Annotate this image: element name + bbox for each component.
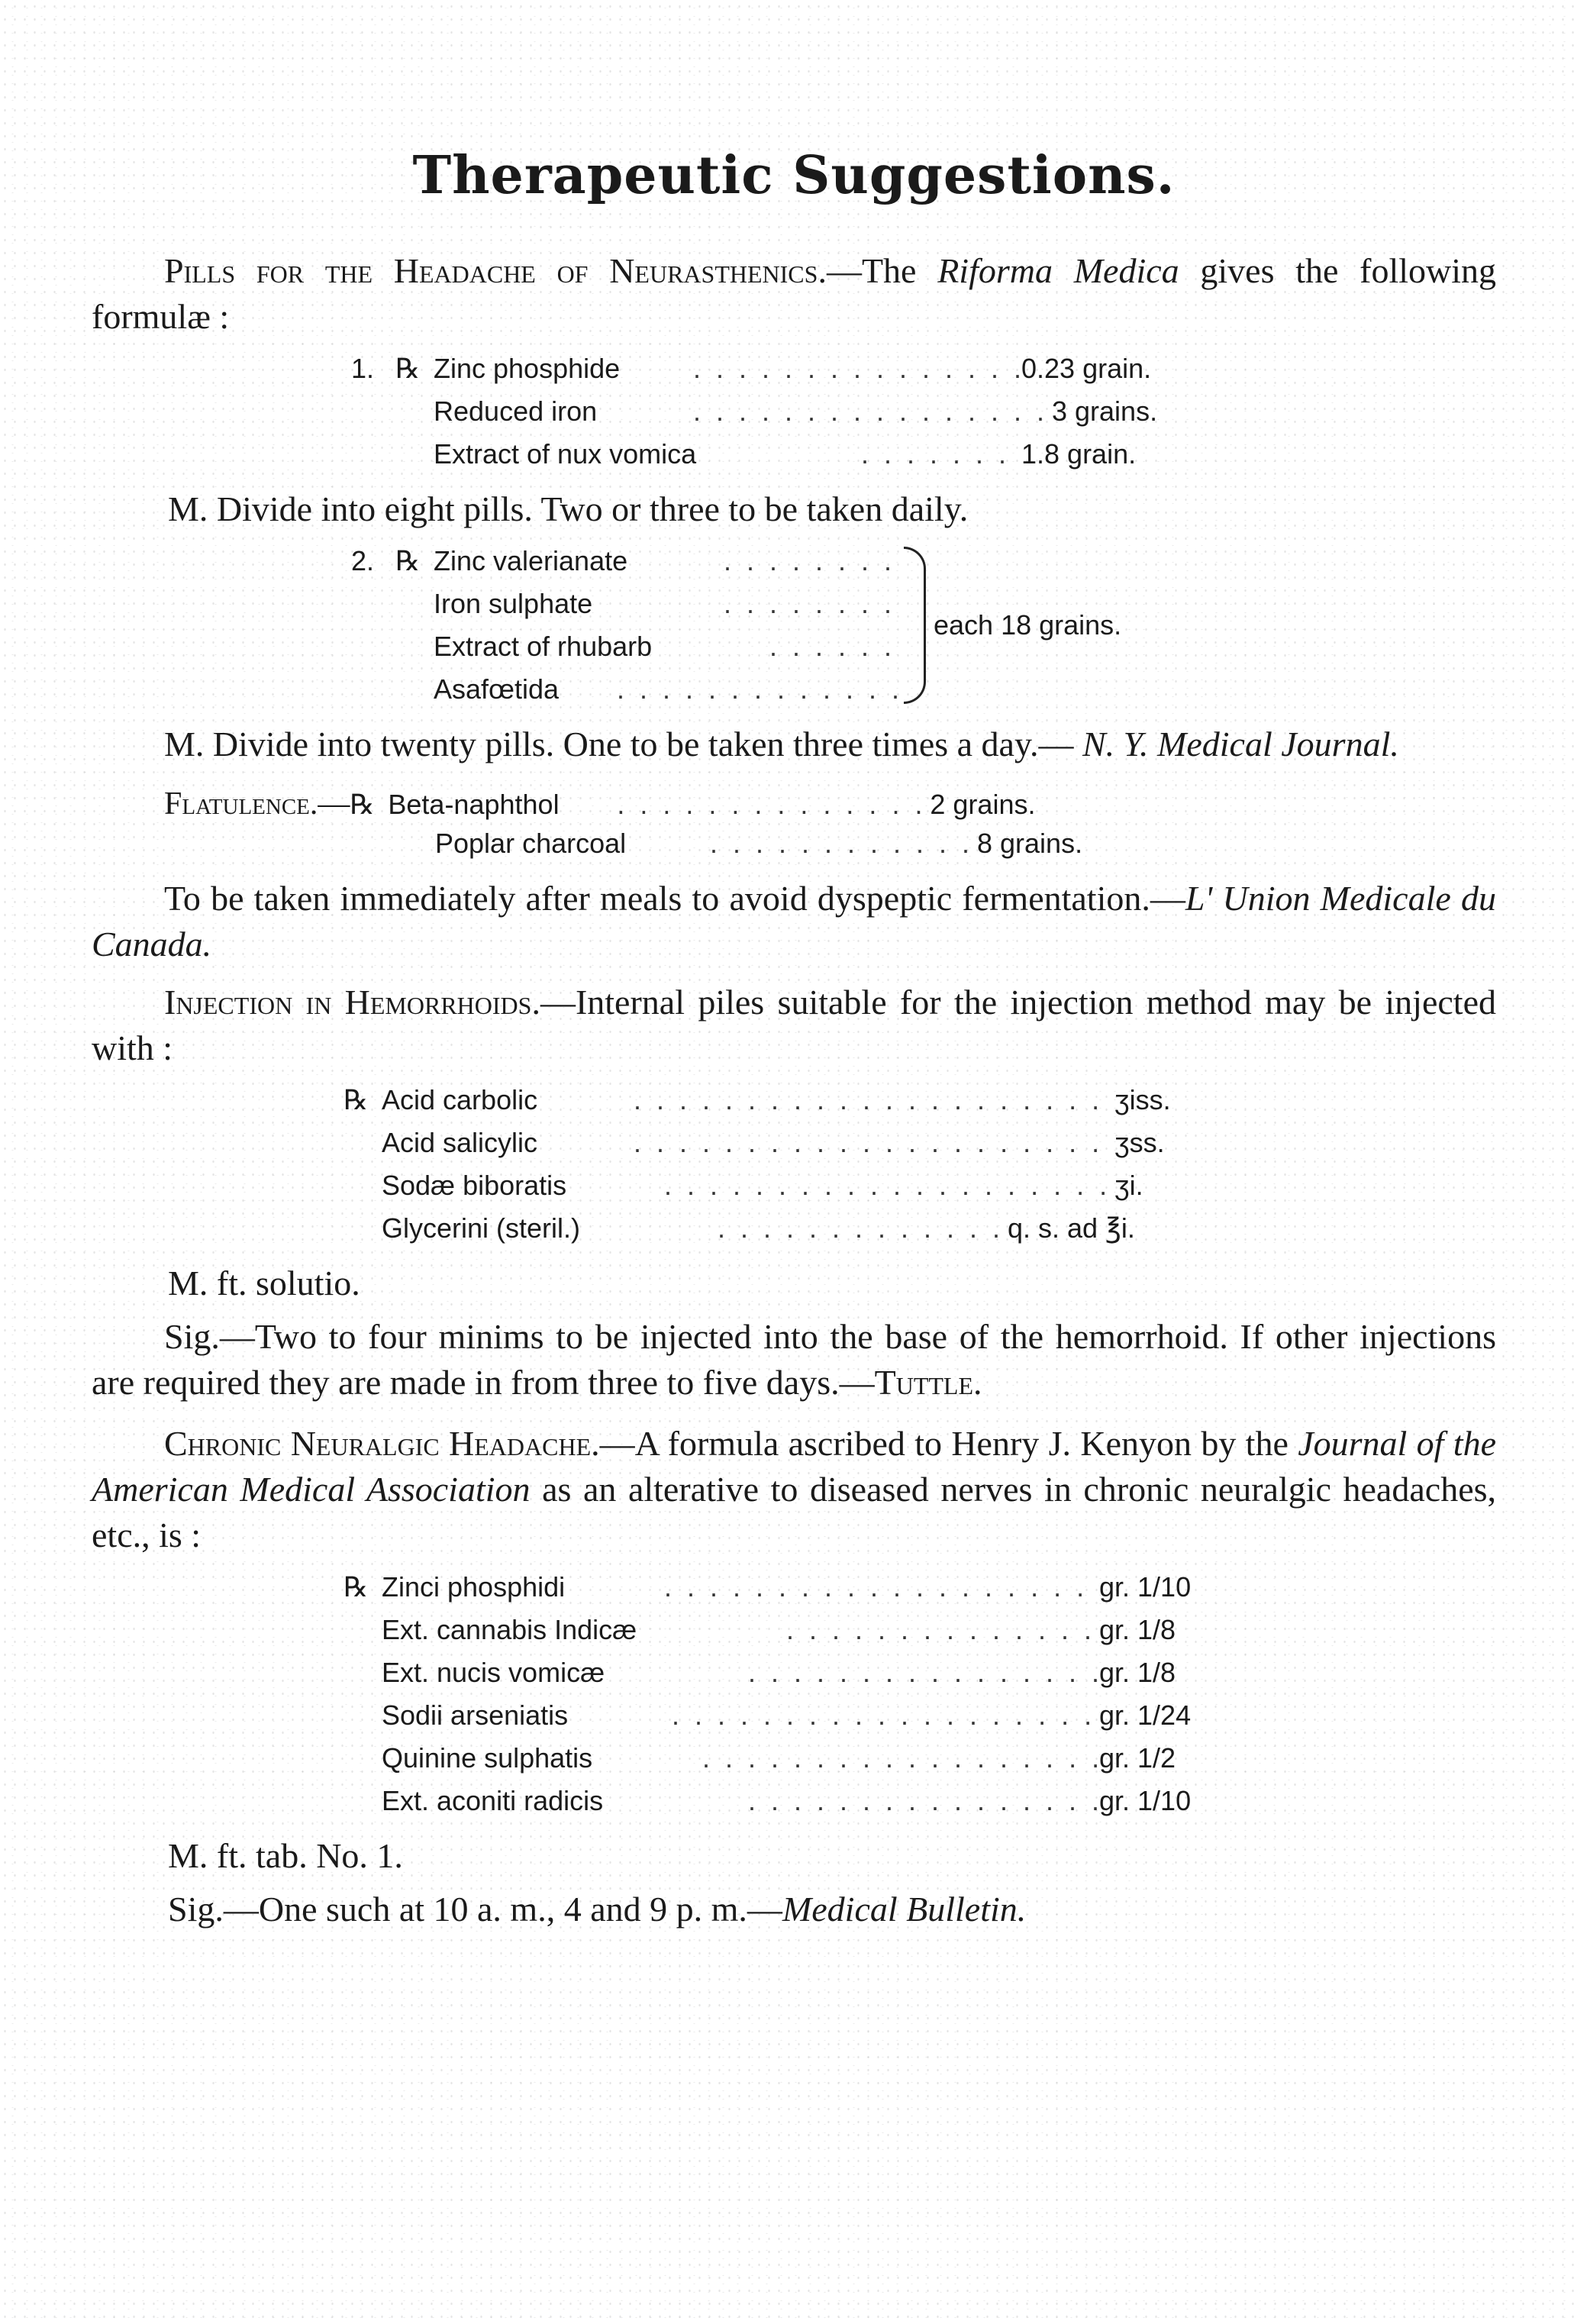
ingredient-qty: q. s. ad ℥i. [1008,1212,1135,1244]
leader-dots [664,1164,1114,1207]
ingredient-qty: gr. 1/2 [1099,1742,1176,1774]
leader-dots [693,390,1052,433]
flatulence-instruction [92,876,1496,967]
ingredient-qty: 0.23 grain. [1021,353,1152,384]
page-title: Therapeutic Suggestions. [412,145,1176,206]
page-content [92,145,1496,1940]
ingredient-qty: ʒi. [1114,1170,1143,1201]
recipe-symbol: ℞ [344,1084,369,1115]
ingredient-name: Ext. aconiti radicis [382,1785,604,1816]
brace-bracket [904,547,926,704]
rx-number: 2. [350,545,374,576]
leader-dots [617,783,930,826]
neuralgic-signa [168,1887,1496,1932]
ingredient-name: Iron sulphate [434,588,593,619]
leader-dots [693,347,1021,390]
intro-text-cont: as an alterative to diseased nerves in chronic neuralgic headaches, etc., is : [92,1470,1497,1554]
section-heading: Flatulence. [164,786,318,821]
hemorrhoids-signa [92,1314,1496,1406]
leader-dots [724,583,899,625]
ingredient-qty: gr. 1/8 [1099,1614,1176,1645]
rx-items [344,540,899,711]
ingredient-name: Beta-naphthol [388,789,560,820]
ingredient-qty: gr. 1/8 [1099,1657,1176,1688]
ingredient-name: Reduced iron [434,395,598,427]
prescription-hemorrhoids [344,1079,1496,1250]
intro-text: —Internal piles suitable for the injection method may be injected with : [92,983,1496,1067]
signa-text: Sig.—One such at 10 a. m., 4 and 9 p. m.— [168,1890,782,1929]
ingredient-name: Zinc phosphide [434,353,621,384]
ingredient-name: Zinci phosphidi [382,1571,566,1603]
source-union-medicale: L' Union Medicale du Canada. [92,879,1496,963]
rx-row [344,625,899,668]
ingredient-qty: 1.8 grain. [1021,438,1137,470]
mix-instruction-3: M. ft. solutio. [168,1264,360,1302]
prescription-neuralgic [344,1566,1496,1822]
mix-text: M. Divide into twenty pills. One to be taken three times a day.— [164,725,1074,763]
heading-dash: — [318,786,350,821]
ingredient-name: Glycerini (steril.) [382,1212,581,1244]
rx-row [344,668,899,711]
prescription-flatulence-cont [397,822,1496,865]
leader-dots [861,433,1021,476]
section-flatulence [164,781,1496,827]
leader-dots [664,1566,1099,1609]
ingredient-name: Sodæ biboratis [382,1170,567,1201]
prescription-1 [344,347,1496,476]
leader-dots [634,1122,1114,1164]
ingredient-name: Extract of nux vomica [434,438,697,470]
section-heading: Pills for the Headache of Neurasthenics. [164,251,827,290]
leader-dots [748,1780,1099,1822]
rx-row [344,1651,1496,1694]
rx-row [344,433,1496,476]
rx-row [344,1780,1496,1822]
source-ny-medical-journal: N. Y. Medical Journal. [1082,725,1399,763]
leader-dots [786,1609,1099,1651]
mix-instruction-4: M. ft. tab. No. 1. [168,1836,403,1875]
instruction-text: To be taken immediately after meals to avoid dyspeptic fermentation.— [164,879,1185,918]
intro-text: —A formula ascribed to Henry J. Kenyon by the [599,1424,1298,1463]
source-medical-bulletin: Medical Bulletin. [782,1890,1027,1929]
rx-row [344,1079,1496,1122]
mix-instruction-2 [92,721,1496,767]
each-quantity: each 18 grains. [934,609,1122,641]
ingredient-name: Asafœtida [434,673,560,705]
rx-row [344,1122,1496,1164]
ingredient-qty: gr. 1/10 [1099,1785,1192,1816]
prescription-2 [344,540,1496,711]
rx-row [350,783,1035,826]
leader-dots [617,668,899,711]
recipe-symbol: ℞ [350,789,375,820]
rx-row [344,1207,1496,1250]
leader-dots [769,625,899,668]
rx-row [344,390,1496,433]
section-hemorrhoids-intro [92,980,1496,1071]
section-heading: Chronic Neuralgic Headache. [164,1424,600,1463]
section-neurasthenics-intro [92,248,1496,340]
rx-row [344,1694,1496,1737]
leader-dots [718,1207,1008,1250]
section-neuralgic-intro [92,1421,1496,1558]
rx-row [344,1566,1496,1609]
leader-dots [634,1079,1114,1122]
ingredient-name: Sodii arseniatis [382,1699,569,1731]
signa-text: Sig.—Two to four minims to be injected into the base of the hemorrhoid. If other injections are required they are made in from three to five days.— [92,1317,1496,1402]
ingredient-qty: gr. 1/10 [1099,1571,1192,1603]
ingredient-qty: ʒiss. [1114,1084,1171,1115]
leader-dots [724,540,899,583]
ingredient-qty: 3 grains. [1052,395,1158,427]
source-riforma: Riforma Medica [937,251,1179,290]
prescription-flatulence [350,783,1035,826]
rx-number: 1. [350,353,374,384]
ingredient-name: Acid salicylic [382,1127,538,1158]
rx-row [344,540,899,583]
intro-text: gives the following formulæ : [92,251,1497,336]
leader-dots [702,1737,1099,1780]
source-journal-ama: Journal of the American Medical Association [92,1424,1496,1509]
recipe-symbol: ℞ [395,545,421,576]
ingredient-qty: gr. 1/24 [1099,1699,1192,1731]
ingredient-name: Extract of rhubarb [434,631,653,662]
rx-row [344,347,1496,390]
section-heading: Injection in Hemorrhoids. [164,983,540,1022]
ingredient-qty: 2 grains. [930,789,1036,820]
leader-dots [710,822,977,865]
ingredient-name: Ext. nucis vomicæ [382,1657,605,1688]
rx-row [344,1737,1496,1780]
mix-instruction-1: M. Divide into eight pills. Two or three to be taken daily. [168,489,969,528]
rx-row [344,583,899,625]
ingredient-qty: ʒss. [1114,1127,1165,1158]
rx-group [344,540,1496,711]
ingredient-name: Acid carbolic [382,1084,538,1115]
ingredient-name: Ext. cannabis Indicæ [382,1614,637,1645]
ingredient-name: Zinc valerianate [434,545,628,576]
ingredient-name: Poplar charcoal [435,828,627,859]
lead-dash: —The [826,251,938,290]
ingredient-name: Quinine sulphatis [382,1742,593,1774]
author-tuttle: Tuttle. [874,1363,982,1402]
leader-dots [748,1651,1099,1694]
rx-row [344,1164,1496,1207]
rx-row [397,822,1496,865]
recipe-symbol: ℞ [344,1571,369,1603]
rx-row [344,1609,1496,1651]
leader-dots [672,1694,1099,1737]
ingredient-qty: 8 grains. [977,828,1083,859]
recipe-symbol: ℞ [395,353,421,384]
